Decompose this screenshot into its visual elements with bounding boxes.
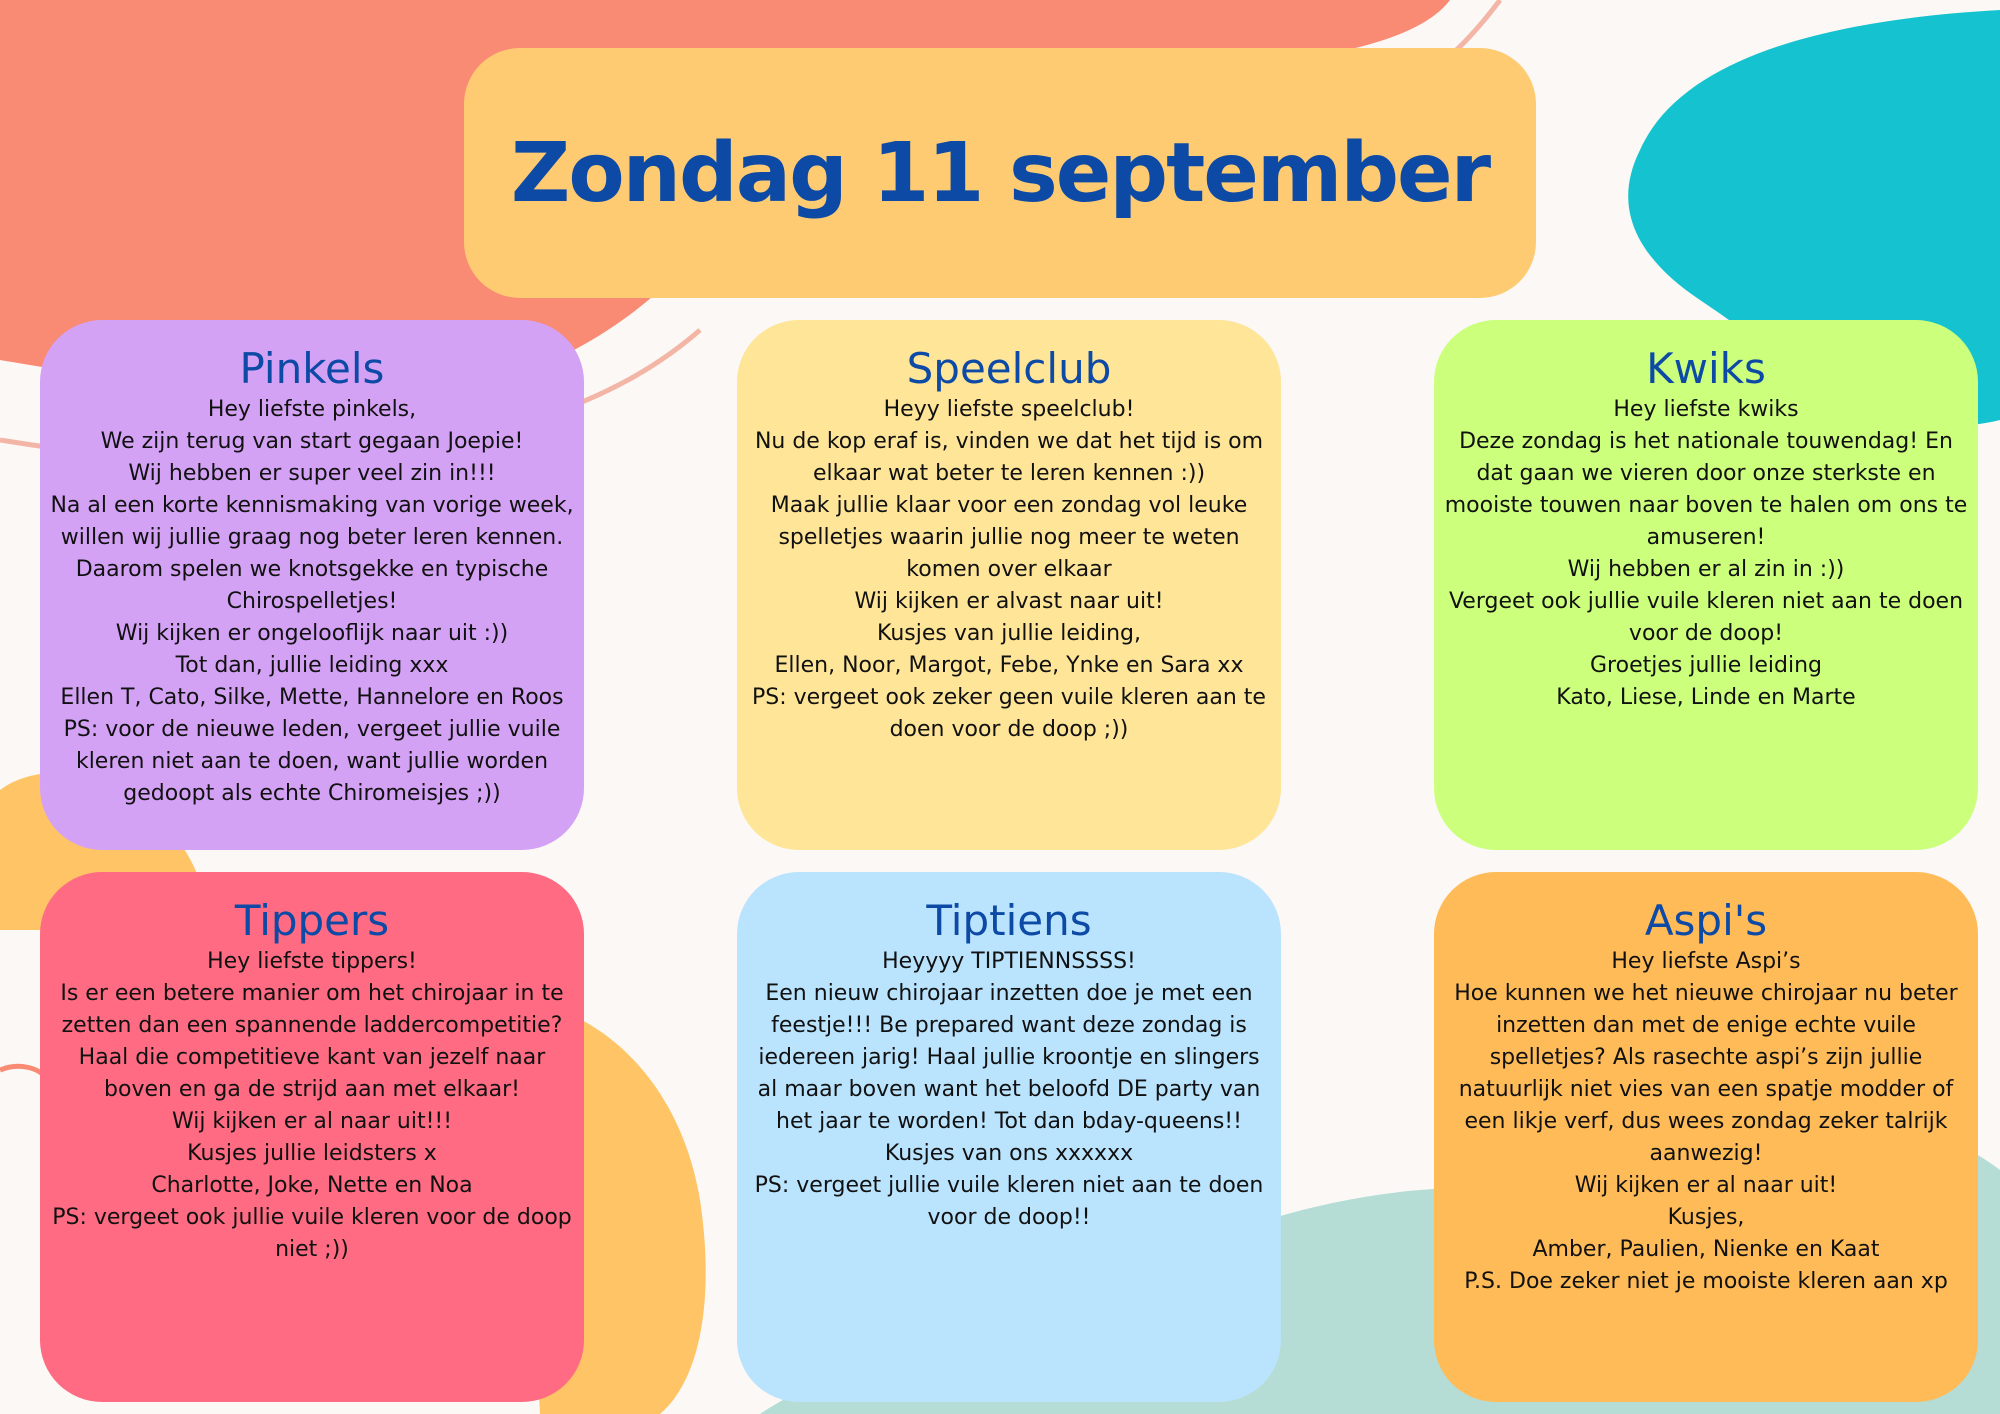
card-line: Kusjes van ons xxxxxx <box>884 1141 1134 1166</box>
card-heading: Tippers <box>234 896 390 945</box>
card-line: Deze zondag is het nationale touwendag! En dat gaan we vieren door onze sterkste en mooiste touwen naar boven te halen om ons te amuseren! <box>1444 429 1968 550</box>
card-line: PS: voor de nieuwe leden, vergeet jullie vuile kleren niet aan te doen, want jullie worden gedoopt als echte Chiromeisjes ;)) <box>63 717 561 806</box>
card-line: Heyy liefste speelclub! <box>883 397 1135 422</box>
card-tiptiens <box>737 872 1281 1402</box>
card-heading: Aspi's <box>1644 896 1768 945</box>
card-line: Groetjes jullie leiding <box>1590 653 1822 678</box>
card-heading: Kwiks <box>1646 344 1766 393</box>
card-tippers <box>40 872 584 1402</box>
card-line: Wij kijken er ongelooflijk naar uit :)) <box>115 621 509 646</box>
card-heading: Tiptiens <box>926 896 1092 945</box>
card-line: Wij kijken er al naar uit! <box>1574 1173 1838 1198</box>
page-title: Zondag 11 september <box>510 125 1490 221</box>
card-line: Ellen T, Cato, Silke, Mette, Hannelore en Roos <box>60 685 564 710</box>
card-line: PS: vergeet ook jullie vuile kleren voor de doop niet ;)) <box>52 1205 572 1262</box>
card-line: Wij kijken er alvast naar uit! <box>854 589 1164 614</box>
card-line: Kusjes van jullie leiding, <box>877 621 1141 646</box>
card-line: Nu de kop eraf is, vinden we dat het tijd is om elkaar wat beter te leren kennen :)) <box>754 429 1264 486</box>
card-line: PS: vergeet ook zeker geen vuile kleren aan te doen voor de doop ;)) <box>752 685 1266 742</box>
card-heading: Pinkels <box>239 344 385 393</box>
card-line: Hey liefste Aspi’s <box>1611 949 1801 974</box>
card-line: We zijn terug van start gegaan Joepie! <box>100 429 524 454</box>
card-line: Een nieuw chirojaar inzetten doe je met een feestje!!! Be prepared want deze zondag is iedereen jarig! Haal jullie kroontje en slingers al maar boven want het beloofd DE party van het jaar te worden! Tot dan bday-queens!! <box>757 981 1261 1134</box>
card-line: Vergeet ook jullie vuile kleren niet aan te doen voor de doop! <box>1448 589 1964 646</box>
card-speelclub <box>737 320 1281 850</box>
card-line: Kusjes, <box>1667 1205 1745 1230</box>
card-line: Amber, Paulien, Nienke en Kaat <box>1532 1237 1880 1262</box>
card-line: Ellen, Noor, Margot, Febe, Ynke en Sara xx <box>774 653 1244 678</box>
card-line: Wij kijken er al naar uit!!! <box>171 1109 453 1134</box>
card-line: Kato, Liese, Linde en Marte <box>1556 685 1856 710</box>
card-line: Hey liefste pinkels, <box>207 397 417 422</box>
card-line: Wij hebben er al zin in :)) <box>1567 557 1845 582</box>
card-line: Wij hebben er super veel zin in!!! <box>128 461 496 486</box>
card-line: P.S. Doe zeker niet je mooiste kleren aan xp <box>1464 1269 1948 1294</box>
card-line: Hey liefste kwiks <box>1613 397 1799 422</box>
card-line: PS: vergeet jullie vuile kleren niet aan te doen voor de doop!! <box>754 1173 1264 1230</box>
card-pinkels <box>40 320 584 850</box>
card-line: Daarom spelen we knotsgekke en typische Chirospelletjes! <box>75 557 549 614</box>
card-line: Hoe kunnen we het nieuwe chirojaar nu beter inzetten dan met de enige echte vuile spelletjes? Als rasechte aspi’s zijn jullie natuurlijk niet vies van een spatje modder of een likje verf, dus wees zondag zeker talrijk aanwezig! <box>1454 981 1958 1166</box>
card-line: Maak jullie klaar voor een zondag vol leuke spelletjes waarin jullie nog meer te weten komen over elkaar <box>770 493 1248 582</box>
title-box <box>464 48 1536 298</box>
card-line: Charlotte, Joke, Nette en Noa <box>151 1173 473 1198</box>
card-line: Kusjes jullie leidsters x <box>187 1141 437 1166</box>
card-line: Na al een korte kennismaking van vorige week, willen wij jullie graag nog beter leren kennen. <box>50 493 574 550</box>
card-line: Tot dan, jullie leiding xxx <box>175 653 449 678</box>
card-line: Is er een betere manier om het chirojaar in te zetten dan een spannende laddercompetitie? Haal die competitieve kant van jezelf naar boven en ga de strijd aan met elkaar! <box>60 981 564 1102</box>
card-line: Hey liefste tippers! <box>207 949 417 974</box>
card-heading: Speelclub <box>906 344 1112 393</box>
card-kwiks <box>1434 320 1978 850</box>
card-line: Heyyyy TIPTIENNSSSS! <box>882 949 1136 974</box>
card-aspis <box>1434 872 1978 1402</box>
